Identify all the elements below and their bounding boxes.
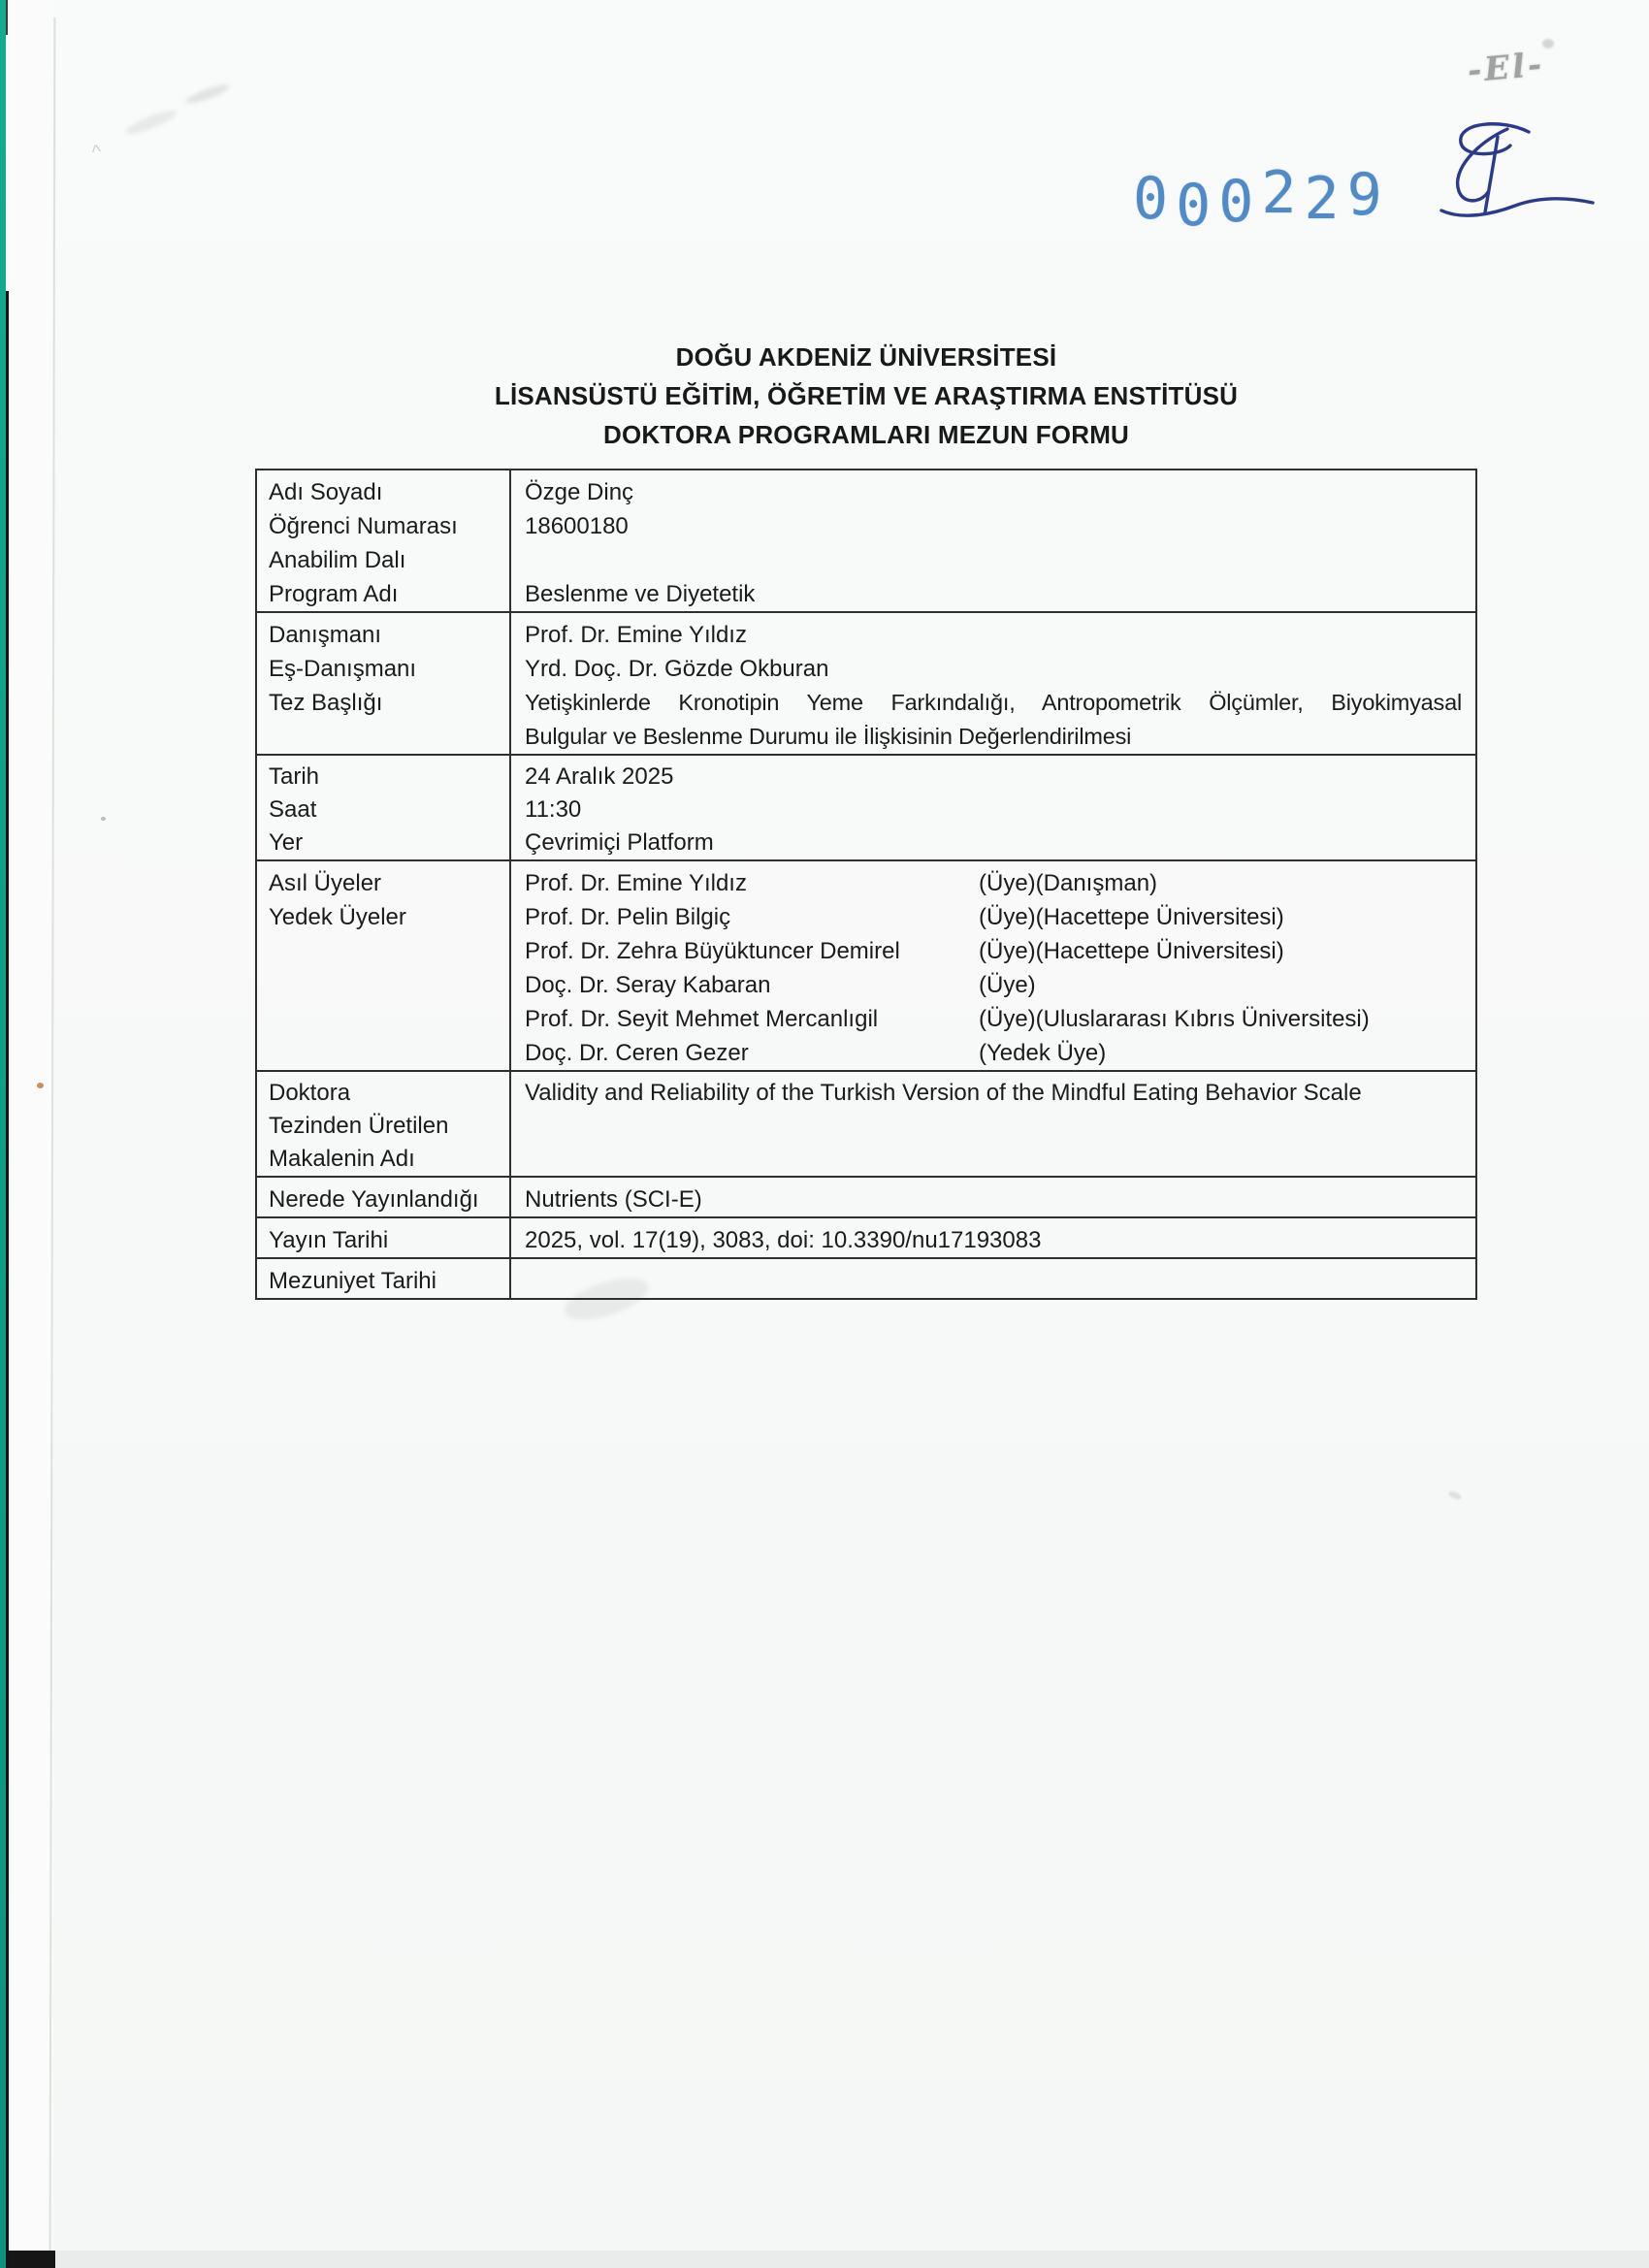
thesis-title-line-1: Yetişkinlerde Kronotipin Yeme Farkındalığı, Antropometrik Ölçümler, Biyokimyasal <box>525 690 1462 715</box>
row-published-in <box>256 1177 1476 1217</box>
jury-member-role: (Üye) <box>979 972 1036 998</box>
institute-name: LİSANSÜSTÜ EĞİTİM, ÖĞRETİM VE ARAŞTIRMA ENSTİTÜSÜ <box>494 381 1239 410</box>
value-danismani: Prof. Dr. Emine Yıldız <box>525 622 747 648</box>
student-info-labels <box>256 470 510 612</box>
jury-member-role: (Yedek Üye) <box>979 1040 1107 1066</box>
value-tez-basligi <box>525 686 1462 754</box>
jury-member-name: Prof. Dr. Zehra Büyüktuncer Demirel <box>525 938 900 964</box>
paper-speck <box>37 1083 44 1088</box>
jury-member-row <box>525 866 1462 900</box>
label-doktora: Doktora <box>269 1080 351 1106</box>
jury-member-role: (Üye)(Danışman) <box>979 870 1158 896</box>
label-adi-soyadi: Adı Soyadı <box>269 479 383 505</box>
value-es-danismani: Yrd. Doç. Dr. Gözde Okburan <box>525 656 829 682</box>
graduation-form-table <box>255 469 1477 1300</box>
stamp-number: 000229 <box>1133 159 1390 240</box>
jury-member-role: (Üye)(Uluslararası Kıbrıs Üniversitesi) <box>979 1006 1370 1032</box>
value-adi-soyadi: Özge Dinç <box>525 479 634 505</box>
label-yedek-uyeler: Yedek Üyeler <box>269 904 406 930</box>
value-saat: 11:30 <box>525 796 582 823</box>
value-yayin-tarihi: 2025, vol. 17(19), 3083, doi: 10.3390/nu17193083 <box>525 1227 1042 1253</box>
jury-member-name: Prof. Dr. Emine Yıldız <box>525 870 747 896</box>
label-anabilim-dali: Anabilim Dalı <box>269 547 406 573</box>
label-danismani: Danışmanı <box>269 622 382 648</box>
jury-member-name: Prof. Dr. Pelin Bilgiç <box>525 904 731 930</box>
jury-labels <box>256 860 510 1071</box>
scanner-edge-black-strip <box>6 291 9 2268</box>
scan-bottom-shadow-band <box>55 2251 1649 2268</box>
label-program-adi: Program Adı <box>269 581 399 607</box>
row-defense-info <box>256 755 1476 860</box>
label-tarih: Tarih <box>269 763 320 790</box>
value-yer: Çevrimiçi Platform <box>525 829 714 856</box>
row-article-title <box>256 1071 1476 1177</box>
pencil-caret-mark: ^ <box>90 141 103 164</box>
row-graduation-date <box>256 1258 1476 1299</box>
label-saat: Saat <box>269 796 317 823</box>
jury-member-name: Prof. Dr. Seyit Mehmet Mercanlıgil <box>525 1006 879 1032</box>
jury-member-row <box>525 900 1462 934</box>
graduation-date-value <box>510 1258 1476 1299</box>
scan-bottom-black-corner <box>5 2251 55 2268</box>
value-program-adi: Beslenme ve Diyetetik <box>525 581 756 607</box>
label-yer: Yer <box>269 829 304 856</box>
value-nerede-yayinlandigi: Nutrients (SCI-E) <box>525 1186 702 1213</box>
handwritten-pencil-note: -El- <box>1466 45 1546 91</box>
form-title: DOKTORA PROGRAMLARI MEZUN FORMU <box>602 420 1130 449</box>
form-header <box>255 338 1477 454</box>
row-publication-date <box>256 1217 1476 1258</box>
jury-member-role: (Üye)(Hacettepe Üniversitesi) <box>979 904 1284 930</box>
scanner-edge-black-sliver <box>6 0 8 35</box>
graduation-date-label <box>256 1258 510 1299</box>
label-nerede-yayinlandigi: Nerede Yayınlandığı <box>269 1186 479 1213</box>
value-tarih: 24 Aralık 2025 <box>525 763 674 790</box>
label-yayin-tarihi: Yayın Tarihi <box>269 1227 389 1253</box>
jury-values <box>510 860 1476 1071</box>
jury-member-name: Doç. Dr. Ceren Gezer <box>525 1040 749 1066</box>
jury-member-row <box>525 1002 1462 1036</box>
row-jury-members <box>256 860 1476 1071</box>
value-ogrenci-numarasi: 18600180 <box>525 513 629 539</box>
publication-date-label <box>256 1217 510 1258</box>
value-article-title: Validity and Reliability of the Turkish Version of the Mindful Eating Behavior Scale <box>525 1080 1362 1106</box>
signature-scribble <box>1383 116 1595 227</box>
publication-date-value <box>510 1217 1476 1258</box>
advisor-labels <box>256 612 510 755</box>
label-ogrenci-numarasi: Öğrenci Numarası <box>269 513 458 539</box>
row-advisors-thesis <box>256 612 1476 755</box>
defense-values <box>510 755 1476 860</box>
label-tezinden-uretilen: Tezinden Üretilen <box>269 1113 449 1139</box>
published-in-label <box>256 1177 510 1217</box>
scanner-edge-teal-strip <box>0 0 6 2268</box>
advisor-values <box>510 612 1476 755</box>
value-mezuniyet-tarihi <box>525 1264 1462 1298</box>
label-asil-uyeler: Asıl Üyeler <box>269 870 382 896</box>
label-es-danismani: Eş-Danışmanı <box>269 656 417 682</box>
label-makalenin-adi: Makalenin Adı <box>269 1146 415 1172</box>
article-value <box>510 1071 1476 1177</box>
row-student-info <box>256 470 1476 612</box>
published-in-value <box>510 1177 1476 1217</box>
student-info-values <box>510 470 1476 612</box>
label-mezuniyet-tarihi: Mezuniyet Tarihi <box>269 1268 436 1294</box>
jury-member-name: Doç. Dr. Seray Kabaran <box>525 972 771 998</box>
jury-member-row <box>525 968 1462 1002</box>
jury-member-row <box>525 1036 1462 1070</box>
jury-member-role: (Üye)(Hacettepe Üniversitesi) <box>979 938 1284 964</box>
thesis-title-line-2: Bulgular ve Beslenme Durumu ile İlişkisinin Değerlendirilmesi <box>525 724 1132 749</box>
defense-labels <box>256 755 510 860</box>
jury-member-row <box>525 934 1462 968</box>
university-name: DOĞU AKDENİZ ÜNİVERSİTESİ <box>675 342 1057 372</box>
value-anabilim-dali <box>525 543 1462 577</box>
label-tez-basligi: Tez Başlığı <box>269 690 383 716</box>
article-label <box>256 1071 510 1177</box>
